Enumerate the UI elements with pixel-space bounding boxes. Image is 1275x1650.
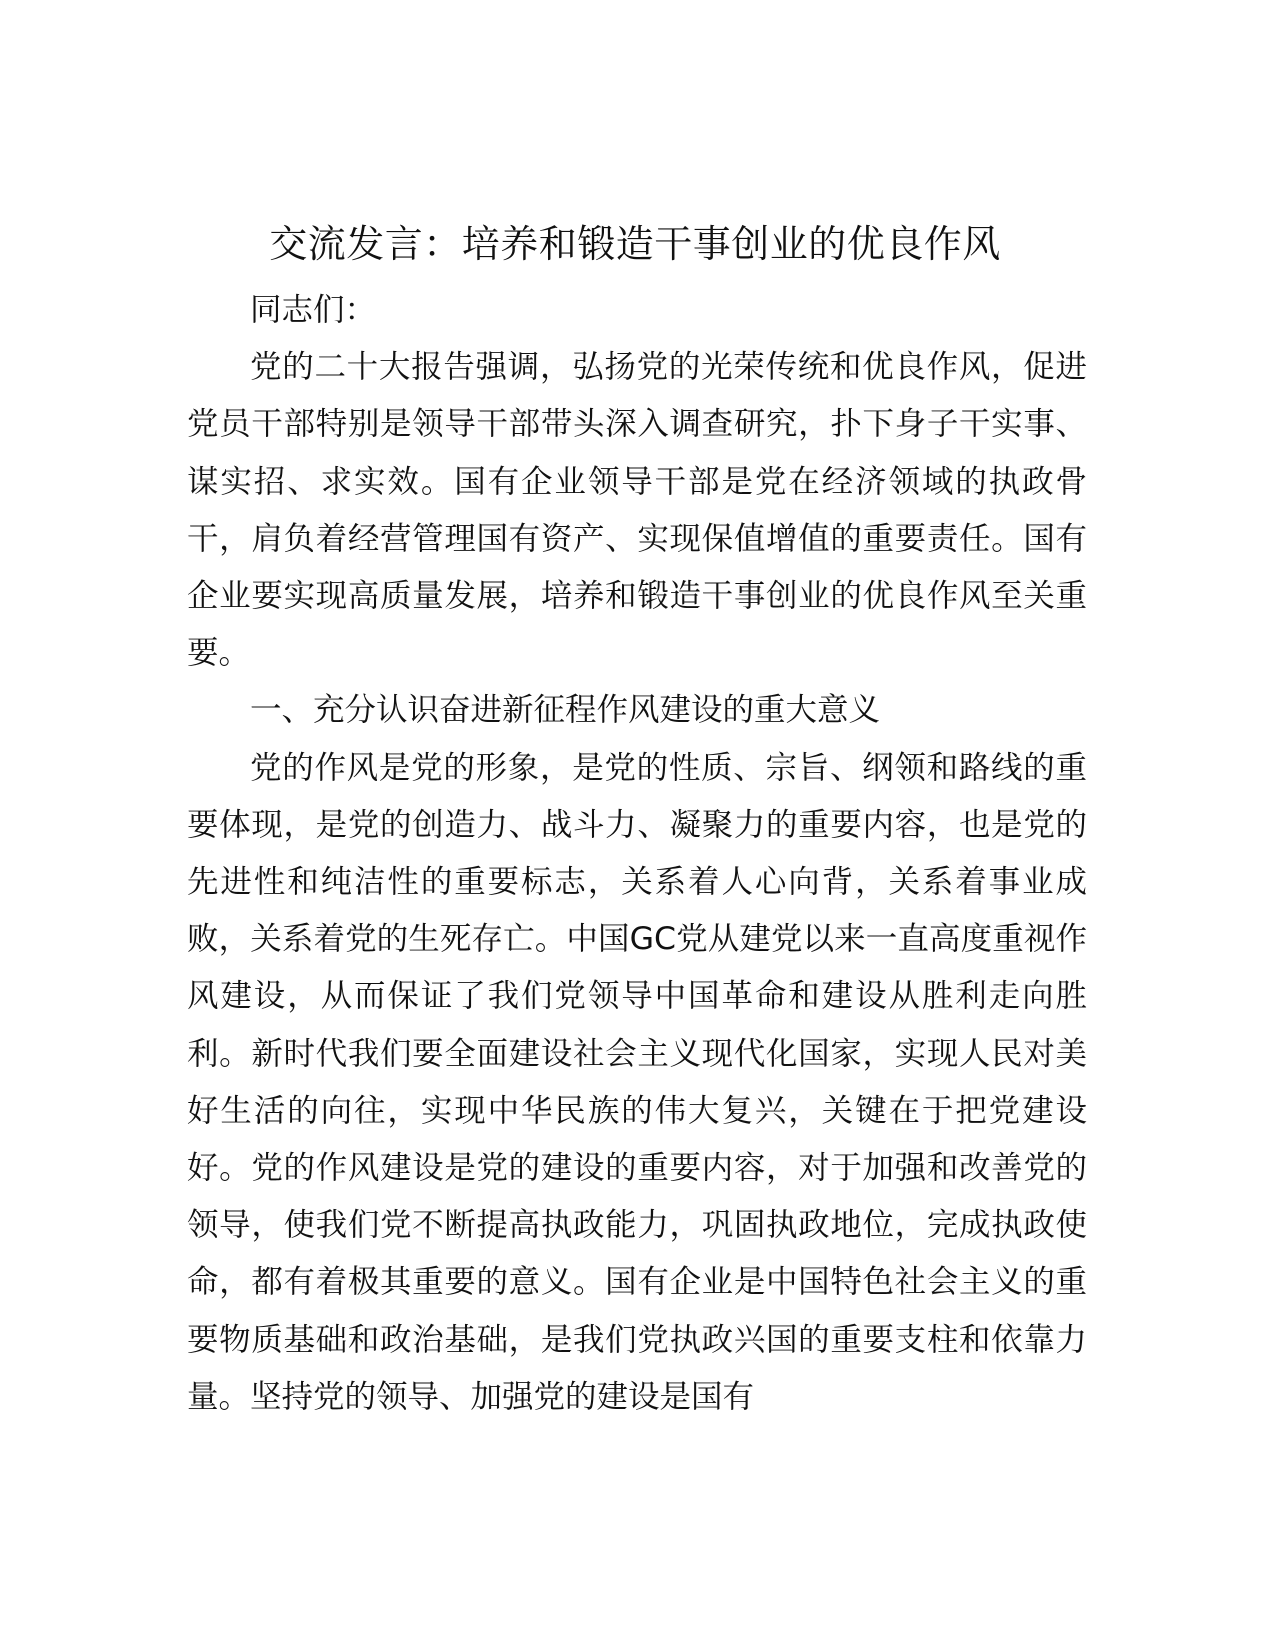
intro-paragraph: 党的二十大报告强调，弘扬党的光荣传统和优良作风，促进党员干部特别是领导干部带头深入调查研究，扑下身子干实事、谋实招、求实效。国有企业领导干部是党在经济领域的执政骨干，肩负着经营管理国有资产、实现保值增值的重要责任。国有企业要实现高质量发展，培养和锻造干事创业的优良作风至关重要。 xyxy=(187,349,1087,672)
document-body xyxy=(187,282,1087,1426)
document-title: 交流发言：培养和锻造干事创业的优良作风 xyxy=(269,222,1001,266)
salutation: 同志们： xyxy=(250,292,377,328)
section-heading: 一、充分认识奋进新征程作风建设的重大意义 xyxy=(250,692,881,729)
section-paragraph: 党的作风是党的形象，是党的性质、宗旨、纲领和路线的重要体现，是党的创造力、战斗力、凝聚力的重要内容，也是党的先进性和纯洁性的重要标志，关系着人心向背，关系着事业成败，关系着党的生死存亡。中国GC党从建党以来一直高度重视作风建设，从而保证了我们党领导中国革命和建设从胜利走向胜利。新时代我们要全面建设社会主义现代化国家，实现人民对美好生活的向往，实现中华民族的伟大复兴，关键在于把党建设好。党的作风建设是党的建设的重要内容，对于加强和改善党的领导，使我们党不断提高执政能力，巩固执政地位，完成执政使命，都有着极其重要的意义。国有企业是中国特色社会主义的重要物质基础和政治基础，是我们党执政兴国的重要支柱和依靠力量。坚持党的领导、加强党的建设是国有 xyxy=(187,749,1087,1415)
